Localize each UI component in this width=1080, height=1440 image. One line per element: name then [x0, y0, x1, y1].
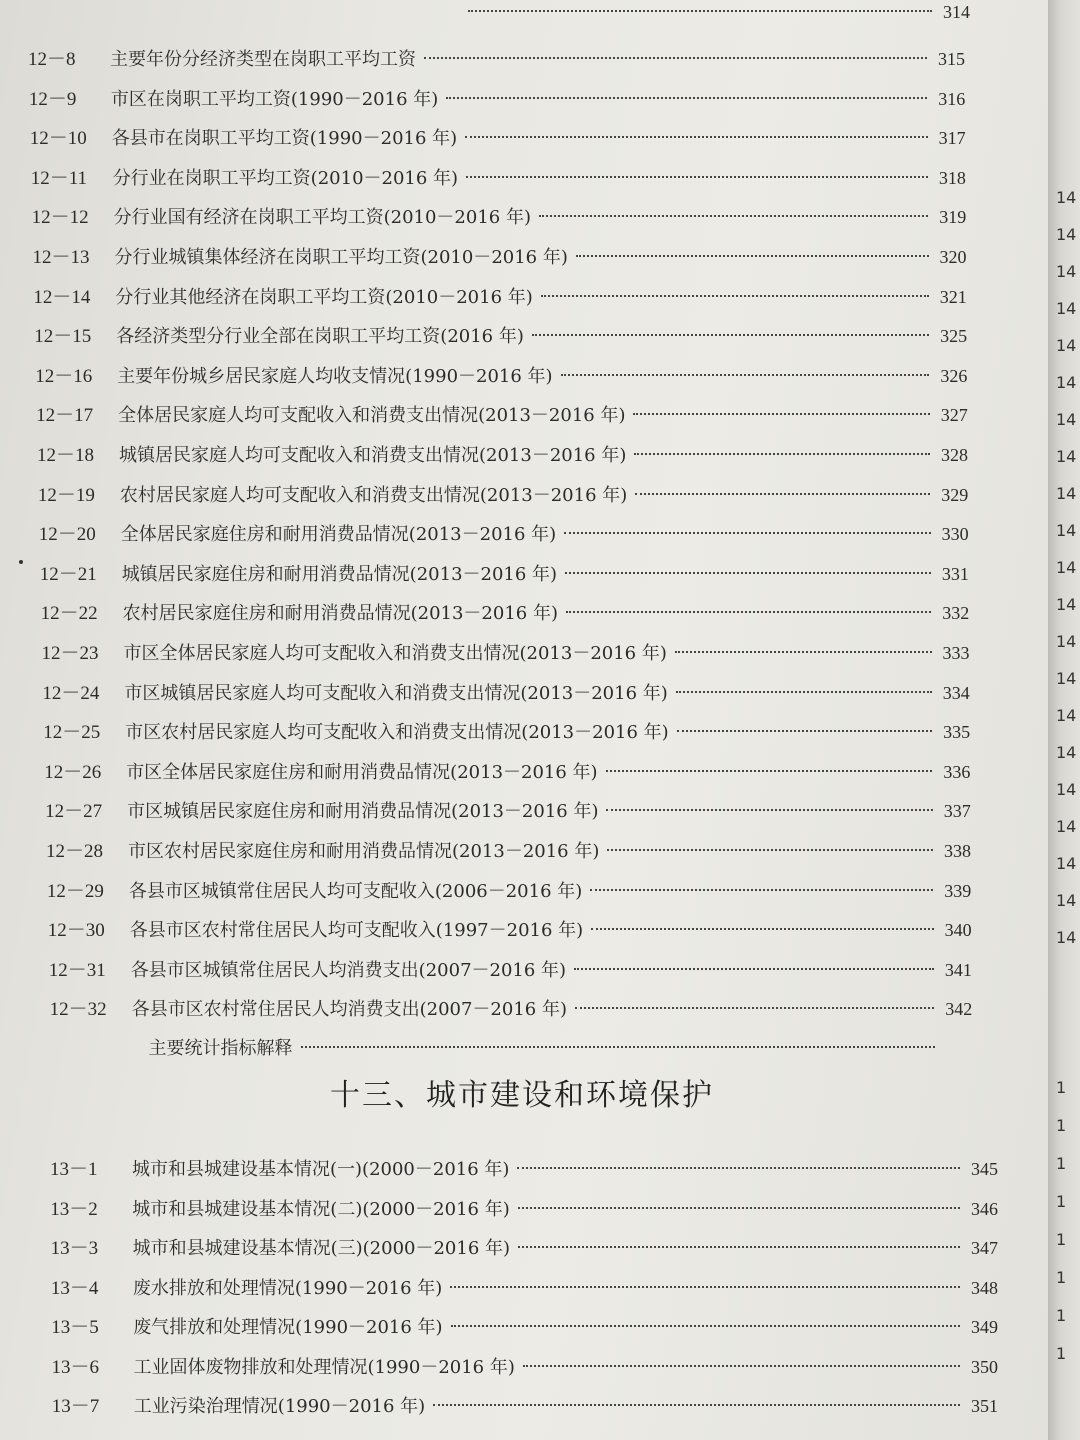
- leader-dots: [606, 770, 933, 772]
- entry-number: 12－17: [36, 405, 94, 427]
- leader-dots: [518, 1207, 960, 1209]
- entry-title: 分行业其他经济在岗职工平均工资(2010－2016 年): [115, 286, 533, 308]
- toc-entry: [50, 1154, 998, 1184]
- leader-dots: [675, 651, 932, 653]
- page-number: 320: [939, 247, 967, 267]
- entry-title: 城镇居民家庭住房和耐用消费品情况(2013－2016 年): [121, 563, 558, 585]
- leader-dots: [451, 1325, 960, 1327]
- facing-page-number: 14: [1056, 299, 1077, 318]
- entry-title: 市区城镇居民家庭人均可支配收入和消费支出情况(2013－2016 年): [124, 682, 668, 704]
- toc-entry: [52, 1391, 998, 1421]
- leader-dots: [424, 57, 927, 59]
- entry-title: 市区农村居民家庭人均可支配收入和消费支出情况(2013－2016 年): [125, 722, 669, 744]
- entry-number: 12－19: [37, 484, 95, 506]
- facing-page-number: 14: [1056, 706, 1077, 725]
- toc-entry: [33, 282, 966, 312]
- leader-dots: [574, 968, 934, 970]
- entry-title: 各县市在岗职工平均工资(1990－2016 年): [111, 128, 458, 150]
- toc-entry: [31, 163, 966, 193]
- toc-entry: [39, 519, 969, 549]
- leader-dots: [450, 1286, 960, 1288]
- page-number: 330: [941, 524, 969, 545]
- leader-dots: [576, 255, 929, 257]
- leader-dots: [561, 374, 930, 376]
- toc-entry: [51, 1273, 998, 1303]
- stray-mark: [19, 560, 23, 564]
- leader-dots: [635, 493, 930, 495]
- facing-page-number: 14: [1056, 854, 1077, 873]
- toc-entry: [40, 559, 969, 589]
- toc-entry: [52, 1352, 999, 1382]
- page-number: 315: [938, 49, 965, 69]
- facing-page-number: 14: [1056, 521, 1077, 540]
- page-number: 339: [944, 880, 972, 901]
- leader-dots: [465, 136, 927, 138]
- entry-title: 废水排放和处理情况(1990－2016 年): [132, 1277, 443, 1299]
- toc-entry: [30, 123, 966, 153]
- page-number: 327: [940, 405, 968, 426]
- facing-page-number: 14: [1056, 484, 1077, 503]
- entry-number: 12－24: [42, 682, 100, 704]
- leader-dots: [468, 10, 932, 12]
- entry-number: 12－16: [35, 365, 93, 387]
- facing-page-number: 14: [1056, 447, 1077, 466]
- toc-entry: [44, 757, 970, 787]
- leader-dots: [517, 1167, 960, 1169]
- page-number: 314: [943, 2, 970, 22]
- entry-title: 工业污染治理情况(1990－2016 年): [133, 1396, 426, 1417]
- entry-title: 城市和县城建设基本情况(三)(2000－2016 年): [132, 1238, 511, 1259]
- facing-page-number: 14: [1056, 410, 1077, 429]
- page-number: 335: [943, 722, 971, 743]
- entry-number: 12－9: [28, 88, 77, 110]
- leader-dots: [565, 572, 931, 574]
- leader-dots: [575, 1007, 934, 1009]
- toc-entry: [48, 915, 972, 945]
- facing-page-number: 1: [1056, 1116, 1067, 1135]
- toc-entry: [45, 796, 971, 826]
- entry-number: 12－27: [45, 801, 103, 823]
- entry-title: 全体居民家庭住房和耐用消费品情况(2013－2016 年): [120, 524, 557, 546]
- toc-entry: [32, 202, 967, 232]
- leader-dots: [633, 413, 929, 415]
- entry-title: 农村居民家庭住房和耐用消费品情况(2013－2016 年): [122, 603, 558, 625]
- entry-title: 各县市区农村常住居民人均消费支出(2007－2016 年): [131, 999, 567, 1021]
- entry-title: 城镇居民家庭人均可支配收入和消费支出情况(2013－2016 年): [119, 445, 627, 466]
- facing-page-number: 14: [1056, 743, 1077, 762]
- entry-title: 市区全体居民家庭住房和耐用消费品情况(2013－2016 年): [126, 761, 598, 783]
- leader-dots: [606, 809, 932, 811]
- toc-entry: [50, 1194, 998, 1224]
- entry-number: 12－31: [48, 959, 106, 981]
- facing-page-number: 14: [1056, 780, 1077, 799]
- facing-page-number: 14: [1056, 817, 1077, 836]
- toc-entry: [51, 1233, 998, 1263]
- toc-entry: [47, 876, 971, 906]
- page-number: 347: [970, 1238, 998, 1258]
- entry-number: 12－8: [28, 49, 76, 70]
- entry-title: 城市和县城建设基本情况(二)(2000－2016 年): [132, 1198, 510, 1220]
- page-number: 331: [941, 563, 969, 584]
- entry-title: 各县市区农村常住居民人均可支配收入(1997－2016 年): [129, 920, 584, 942]
- page-number: 328: [941, 445, 968, 465]
- page-number: 334: [942, 682, 970, 703]
- leader-dots: [590, 889, 933, 891]
- entry-title: 城市和县城建设基本情况(一)(2000－2016 年): [132, 1159, 510, 1180]
- entry-title: 市区全体居民家庭人均可支配收入和消费支出情况(2013－2016 年): [123, 643, 667, 664]
- page-number: 332: [942, 603, 970, 624]
- facing-page-number: 14: [1056, 669, 1077, 688]
- leader-dots: [539, 215, 928, 217]
- entry-number: 12－25: [43, 722, 101, 744]
- entry-number: 12－11: [30, 167, 87, 189]
- entry-number: 12－18: [37, 445, 95, 466]
- entry-number: 12－22: [40, 603, 98, 625]
- entry-number: 12－13: [32, 247, 90, 268]
- entry-number: 13－3: [50, 1238, 99, 1259]
- facing-page-number: 14: [1056, 928, 1077, 947]
- entry-number: 13－6: [51, 1356, 100, 1378]
- page-number: 342: [945, 999, 973, 1020]
- leader-dots: [677, 730, 932, 732]
- entry-title: 各县市区城镇常住居民人均消费支出(2007－2016 年): [130, 959, 567, 981]
- page-number: 333: [942, 643, 970, 663]
- toc-entry: [49, 955, 972, 985]
- page-number: 345: [971, 1159, 998, 1179]
- leader-dots: [433, 1404, 960, 1406]
- facing-page-edge: [1048, 0, 1080, 1440]
- entry-title: 分行业国有经济在岗职工平均工资(2010－2016 年): [113, 207, 531, 229]
- toc-entry: [28, 44, 965, 74]
- page-number: 340: [944, 920, 972, 941]
- leader-dots: [518, 1246, 960, 1248]
- entry-number: 12－10: [29, 128, 87, 150]
- entry-title: 分行业城镇集体经济在岗职工平均工资(2010－2016 年): [114, 247, 568, 268]
- toc-entry: [38, 480, 968, 510]
- leader-dots: [676, 691, 932, 693]
- page-number: 336: [943, 761, 971, 782]
- entry-number: 12－12: [31, 207, 89, 229]
- facing-page-number: 1: [1056, 1306, 1067, 1325]
- leader-dots: [301, 1046, 935, 1048]
- entry-number: 12－30: [47, 920, 105, 942]
- page-number: 341: [944, 959, 972, 980]
- toc-entry: [51, 1034, 973, 1064]
- toc-entry: [34, 321, 967, 351]
- leader-dots: [566, 611, 931, 613]
- facing-page-number: 14: [1056, 336, 1077, 355]
- page-number: 319: [939, 207, 967, 228]
- entry-title: 工业固体废物排放和处理情况(1990－2016 年): [133, 1356, 515, 1378]
- page-number: 351: [970, 1396, 998, 1416]
- page-number: 317: [938, 128, 966, 149]
- entry-number: 12－28: [46, 841, 104, 862]
- facing-page-number: 1: [1056, 1154, 1067, 1173]
- entry-number: 12－14: [33, 286, 91, 308]
- entry-number: 12－26: [44, 761, 102, 783]
- entry-number: 12－15: [34, 326, 92, 348]
- facing-page-number: 1: [1056, 1230, 1067, 1249]
- entry-number: 12－32: [49, 999, 107, 1021]
- entry-title: 主要统计指标解释: [148, 1038, 293, 1059]
- toc-entry: [36, 400, 968, 430]
- toc-entry-top: [460, 2, 970, 32]
- toc-entry: [50, 994, 973, 1024]
- section-13-heading: 十三、城市建设和环境保护: [330, 1078, 714, 1113]
- toc-entry: [33, 242, 967, 272]
- page-number: 329: [941, 484, 969, 505]
- toc-entry: [51, 1312, 998, 1342]
- entry-title: 主要年份分经济类型在岗职工平均工资: [110, 49, 416, 70]
- page-number: 316: [938, 88, 966, 109]
- entry-number: 13－4: [50, 1277, 99, 1299]
- page-number: 325: [940, 326, 968, 347]
- entry-number: 13－5: [51, 1317, 99, 1338]
- facing-page-number: 1: [1056, 1344, 1067, 1363]
- leader-dots: [446, 97, 927, 99]
- entry-number: 12－20: [38, 524, 96, 546]
- facing-page-number: 14: [1056, 632, 1077, 651]
- entry-number: 13－1: [50, 1159, 98, 1180]
- toc-entry: [41, 598, 970, 628]
- page-number: 348: [970, 1277, 998, 1298]
- page-number: 318: [938, 167, 966, 188]
- leader-dots: [607, 849, 933, 851]
- entry-number: 12－29: [46, 880, 104, 902]
- entry-title: 市区城镇居民家庭住房和耐用消费品情况(2013－2016 年): [127, 801, 599, 823]
- leader-dots: [634, 453, 930, 455]
- toc-entry: [43, 717, 970, 747]
- entry-title: 市区在岗职工平均工资(1990－2016 年): [110, 88, 439, 110]
- entry-title: 市区农村居民家庭住房和耐用消费品情况(2013－2016 年): [128, 841, 600, 862]
- entry-number: 13－2: [50, 1198, 98, 1220]
- toc-entry: [37, 440, 968, 470]
- toc-entry: [42, 638, 970, 668]
- toc-entry: [42, 678, 969, 708]
- entry-number: 12－21: [39, 563, 97, 585]
- page-number: 326: [940, 365, 968, 386]
- page-number: 346: [970, 1198, 998, 1219]
- leader-dots: [532, 334, 929, 336]
- facing-page-number: 14: [1056, 225, 1077, 244]
- page-number: 321: [939, 286, 967, 307]
- facing-page-number: 14: [1056, 891, 1077, 910]
- entry-number: 12－23: [41, 643, 99, 664]
- facing-page-number: 14: [1056, 188, 1077, 207]
- entry-title: 农村居民家庭人均可支配收入和消费支出情况(2013－2016 年): [119, 484, 628, 506]
- leader-dots: [564, 532, 930, 534]
- facing-page-number: 1: [1056, 1078, 1067, 1097]
- entry-title: 分行业在岗职工平均工资(2010－2016 年): [112, 167, 459, 189]
- page-number: 350: [971, 1356, 998, 1377]
- entry-title: 废气排放和处理情况(1990－2016 年): [133, 1317, 443, 1338]
- leader-dots: [523, 1365, 960, 1367]
- leader-dots: [591, 928, 933, 930]
- leader-dots: [541, 295, 929, 297]
- facing-page-number: 14: [1056, 373, 1077, 392]
- page-number: 349: [970, 1317, 998, 1337]
- facing-page-number: 14: [1056, 558, 1077, 577]
- facing-page-number: 1: [1056, 1192, 1067, 1211]
- toc-entry: [29, 84, 965, 114]
- facing-page-number: 14: [1056, 262, 1077, 281]
- entry-number: 13－7: [51, 1396, 100, 1417]
- toc-entry: [35, 361, 967, 391]
- entry-title: 各经济类型分行业全部在岗职工平均工资(2016 年): [116, 326, 524, 348]
- facing-page-number: 14: [1056, 595, 1077, 614]
- leader-dots: [466, 176, 928, 178]
- toc-entry: [46, 836, 971, 866]
- entry-title: 主要年份城乡居民家庭人均收支情况(1990－2016 年): [117, 365, 553, 387]
- entry-title: 各县市区城镇常住居民人均可支配收入(2006－2016 年): [128, 880, 583, 902]
- page-number: 338: [944, 841, 971, 861]
- entry-title: 全体居民家庭人均可支配收入和消费支出情况(2013－2016 年): [118, 405, 626, 427]
- page-number: 337: [943, 801, 971, 822]
- facing-page-number: 1: [1056, 1268, 1067, 1287]
